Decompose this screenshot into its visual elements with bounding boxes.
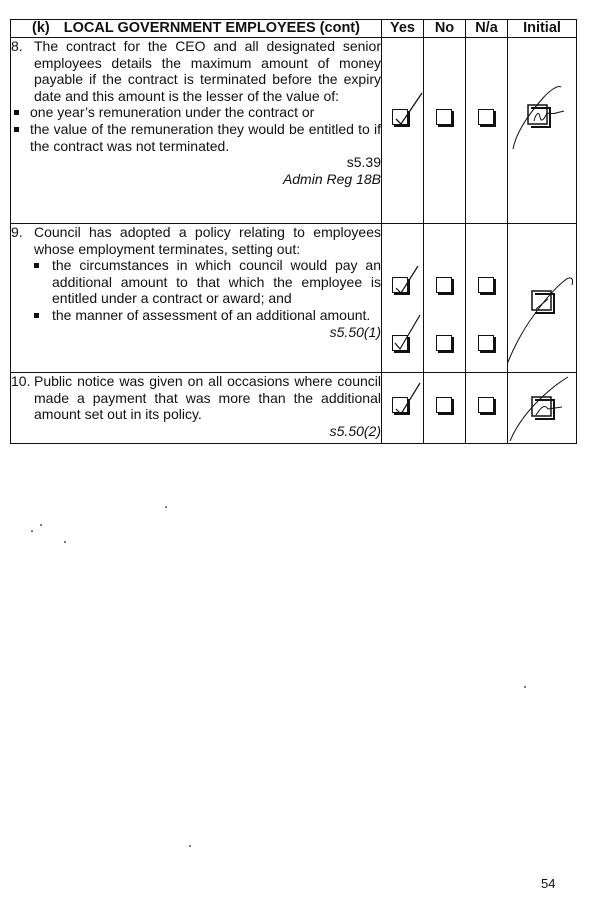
scan-speck bbox=[165, 506, 167, 508]
item-9-yes-cell bbox=[382, 224, 424, 373]
scan-speck bbox=[189, 845, 191, 847]
scan-speck bbox=[40, 524, 42, 526]
item-8-number: 8. bbox=[11, 38, 23, 54]
item-8-text: The contract for the CEO and all designated senior employees details the maximum amount of money payable if the contract is terminated before the expiry date and this amount is the lesser of the value of: bbox=[34, 38, 381, 104]
checklist-row-9 bbox=[11, 224, 577, 373]
item-10-no-cell bbox=[424, 373, 466, 444]
item-10-number: 10. bbox=[11, 373, 31, 389]
item-8-reference: s5.39 bbox=[346, 154, 381, 171]
item-9-bullet-1: the circumstances in which council would pay an additional amount to that which the employee is entitled under a contract or award; and bbox=[31, 257, 381, 307]
section-title: LOCAL GOVERNMENT EMPLOYEES (cont) bbox=[63, 20, 360, 36]
page-number: 54 bbox=[541, 876, 556, 891]
item-8-no-checkbox[interactable] bbox=[436, 109, 452, 125]
item-10-no-checkbox[interactable] bbox=[436, 397, 452, 413]
item-9a-no-checkbox[interactable] bbox=[436, 277, 452, 293]
item-10-text-block bbox=[11, 373, 381, 423]
item-9a-yes-checkbox[interactable] bbox=[392, 277, 408, 293]
scan-speck bbox=[64, 541, 66, 543]
item-10-text: Public notice was given on all occasions where council made a payment that was more than the additional amount set out in its policy. bbox=[34, 373, 381, 423]
item-8-description bbox=[11, 38, 382, 224]
yes-column-header: Yes bbox=[382, 20, 424, 38]
item-8-bullets bbox=[11, 104, 381, 154]
section-label: (k) bbox=[32, 20, 50, 36]
item-8-admin-reference: Admin Reg 18B bbox=[282, 170, 381, 187]
local-government-employees-table bbox=[10, 19, 577, 444]
no-column-header: No bbox=[424, 20, 466, 38]
item-10-reference: s5.50(2) bbox=[329, 422, 381, 439]
item-9b-na-checkbox[interactable] bbox=[478, 335, 494, 351]
item-10-initial-cell bbox=[508, 373, 577, 444]
item-8-yes-cell bbox=[382, 38, 424, 224]
item-8-bullet-1: one year’s remuneration under the contract or bbox=[11, 104, 381, 121]
item-9b-yes-checkbox[interactable] bbox=[392, 335, 408, 351]
item-8-text-block bbox=[11, 38, 381, 104]
table-header-row bbox=[11, 20, 577, 38]
item-10-description bbox=[11, 373, 382, 444]
item-9-description bbox=[11, 224, 382, 373]
item-9b-no-checkbox[interactable] bbox=[436, 335, 452, 351]
item-9-text-block bbox=[11, 224, 381, 257]
item-8-na-checkbox[interactable] bbox=[478, 109, 494, 125]
item-9-no-cell bbox=[424, 224, 466, 373]
item-10-na-cell bbox=[466, 373, 508, 444]
item-9-text: Council has adopted a policy relating to employees whose employment terminates, setting out: bbox=[34, 224, 381, 257]
item-10-yes-cell bbox=[382, 373, 424, 444]
item-9-initial-signature-icon bbox=[508, 259, 576, 369]
item-9-bullets bbox=[11, 257, 381, 323]
item-9-na-cell bbox=[466, 224, 508, 373]
scan-speck bbox=[524, 686, 526, 688]
item-10-yes-checkbox[interactable] bbox=[392, 397, 408, 413]
item-9-number: 9. bbox=[11, 224, 23, 240]
item-9-reference: s5.50(1) bbox=[329, 323, 381, 340]
scan-speck bbox=[31, 530, 33, 532]
initial-column-header: Initial bbox=[508, 20, 577, 38]
item-8-initial-signature-icon bbox=[508, 73, 576, 153]
na-column-header: N/a bbox=[466, 20, 508, 38]
checklist-row-8 bbox=[11, 38, 577, 224]
item-9-bullet-2: the manner of assessment of an additional amount. bbox=[31, 307, 381, 324]
item-10-na-checkbox[interactable] bbox=[478, 397, 494, 413]
item-9-initial-cell bbox=[508, 224, 577, 373]
item-8-no-cell bbox=[424, 38, 466, 224]
item-9a-na-checkbox[interactable] bbox=[478, 277, 494, 293]
item-10-initial-signature-icon bbox=[508, 373, 576, 443]
item-8-bullet-2: the value of the remuneration they would be entitled to if the contract was not terminated. bbox=[11, 121, 381, 154]
checklist-row-10 bbox=[11, 373, 577, 444]
item-8-initial-cell bbox=[508, 38, 577, 224]
item-8-na-cell bbox=[466, 38, 508, 224]
section-header bbox=[11, 20, 382, 38]
item-9b-yes-tick-icon bbox=[388, 309, 428, 359]
item-8-yes-checkbox[interactable] bbox=[392, 109, 408, 125]
